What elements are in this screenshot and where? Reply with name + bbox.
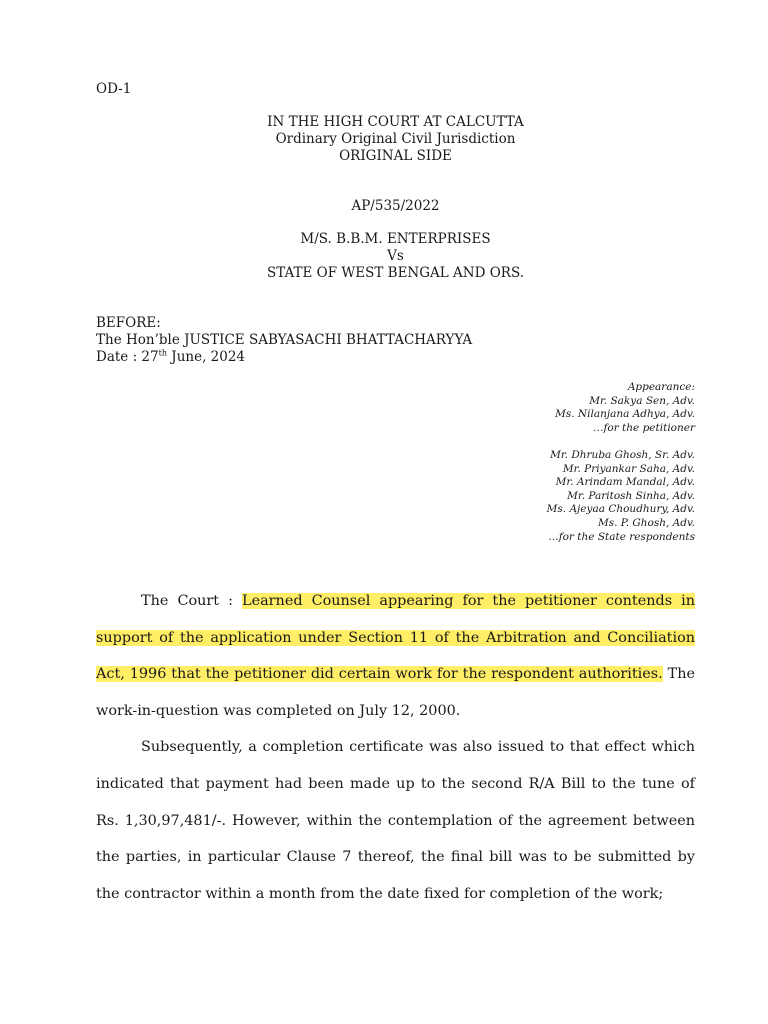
counsel-name: Mr. Sakya Sen, Adv. [589,394,695,407]
counsel-name: Ms. P. Ghosh, Adv. [597,516,695,529]
counsel-name: Mr. Priyankar Saha, Adv. [562,462,695,475]
counsel-name: Mr. Paritosh Sinha, Adv. [567,489,695,502]
paragraph-2: Subsequently, a completion certificate was also issued to that effect which indicated that payment had been made up to the second R/A Bill to the tune of Rs. 1,30,97,481/-. However, within the contemplation of the agreement between the parties, in particular Clause 7 thereof, the final bill was to be submitted by the contractor within a month from the date fixed for completion of the work; [96,739,695,902]
paragraph-1: The Court : Learned Counsel appearing for the petitioner contends in support of the application under Section 11 of the Arbitration and Conciliation Act, 1996 that the petitioner did certain work for the respondent authorities. The work-in-question was completed on July 12, 2000. [96,593,695,719]
before-block [96,315,472,366]
side: ORIGINAL SIDE [339,148,452,164]
case-number: AP/535/2022 [351,198,440,214]
court-name: IN THE HIGH COURT AT CALCUTTA [267,114,524,130]
judge-name: The Hon’ble JUSTICE SABYASACHI BHATTACHARYYA [96,332,473,348]
respondent-name: STATE OF WEST BENGAL AND ORS. [266,265,525,281]
appearance-title: Appearance: [627,381,695,393]
parties [96,231,695,282]
jurisdiction: Ordinary Original Civil Jurisdiction [275,131,516,147]
highlighted-text: Learned Counsel appearing for the petitioner contends in support of the application under Section 11 of the Arbitration and Conciliation Act, 1996 that the petitioner did certain work for the respondent authorities. [96,593,695,683]
petitioner-name: M/S. B.B.M. ENTERPRISES [300,231,491,247]
before-label: BEFORE: [96,315,161,331]
counsel-name: Ms. Nilanjana Adhya, Adv. [555,408,695,421]
court-header [96,114,695,165]
appearance-respondents [96,449,695,544]
counsel-role: …for the State respondents [548,530,695,543]
counsel-role: …for the petitioner [592,421,695,434]
judgment-date: Date : 27th June, 2024 [96,348,246,365]
judgment-body [96,583,695,912]
appearance-petitioner [96,381,695,435]
counsel-name: Ms. Ajeyaa Choudhury, Adv. [546,503,695,516]
counsel-name: Mr. Arindam Mandal, Adv. [555,476,695,489]
counsel-name: Mr. Dhruba Ghosh, Sr. Adv. [550,449,695,461]
document-code: OD-1 [96,81,132,97]
versus: Vs [387,248,404,264]
